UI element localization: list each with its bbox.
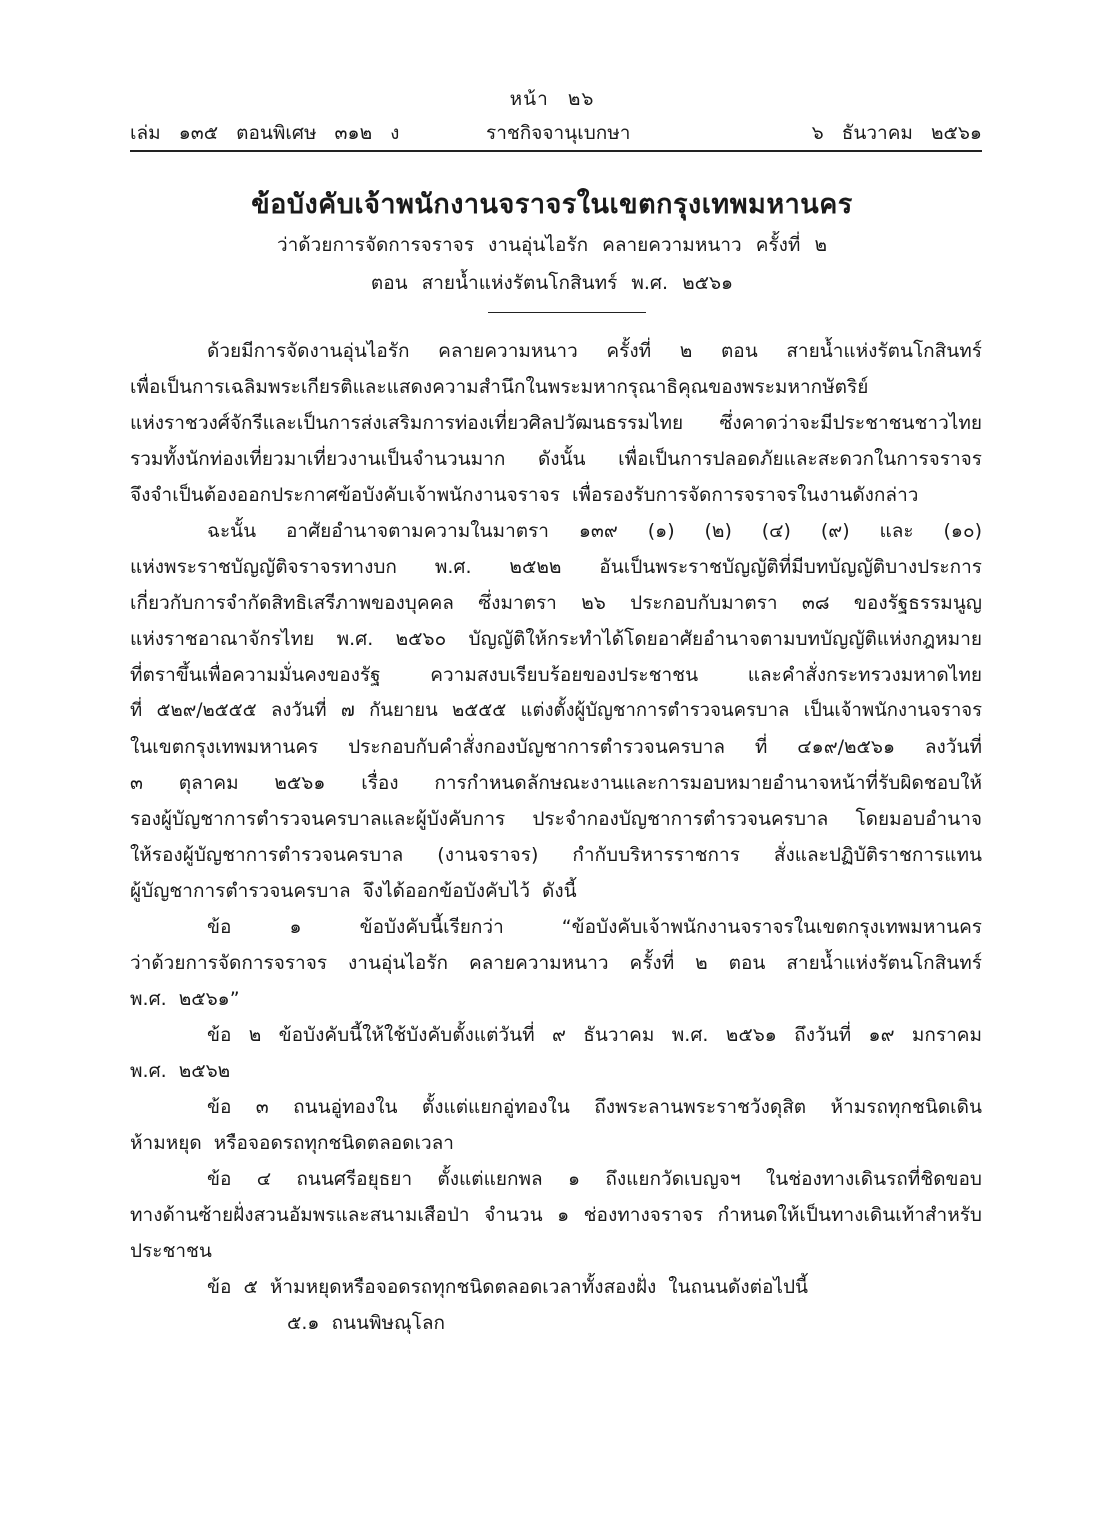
document-subtitle-line-1: ว่าด้วยการจัดการจราจร งานอุ่นไอรัก คลายความหนาว ครั้งที่ ๒ — [276, 234, 828, 256]
clause-4-line: ทางด้านซ้ายฝั่งสวนอัมพรและสนามเสือป่า จำนวน ๑ ช่องทางจราจร กำหนดให้เป็นทางเดินเท้าสำหรับ — [130, 1204, 982, 1226]
clause-3-line: ข้อ ๓ ถนนอู่ทองใน ตั้งแต่แยกอู่ทองใน ถึงพระลานพระราชวังดุสิต ห้ามรถทุกชนิดเดิน — [207, 1096, 982, 1118]
publication-date: ๖ ธันวาคม ๒๕๖๑ — [811, 122, 982, 144]
gazette-header — [130, 118, 982, 148]
body-line: รวมทั้งนักท่องเที่ยวมาเที่ยวงานเป็นจำนวนมาก ดังนั้น เพื่อเป็นการปลอดภัยและสะดวกในการจราจร — [130, 448, 982, 470]
body-line: แห่งราชวงศ์จักรีและเป็นการส่งเสริมการท่องเที่ยวศิลปวัฒนธรรมไทย ซึ่งคาดว่าจะมีประชาชนชาวไทย — [130, 412, 982, 434]
clause-1-line: ข้อ ๑ ข้อบังคับนี้เรียกว่า “ข้อบังคับเจ้าพนักงานจราจรในเขตกรุงเทพมหานคร — [207, 916, 982, 938]
gazette-name: ราชกิจจานุเบกษา — [486, 122, 631, 144]
clause-5-line: ข้อ ๕ ห้ามหยุดหรือจอดรถทุกชนิดตลอดเวลาทั้งสองฝั่ง ในถนนดังต่อไปนี้ — [207, 1276, 809, 1298]
body-line: แห่งราชอาณาจักรไทย พ.ศ. ๒๕๖๐ บัญญัติให้กระทำได้โดยอาศัยอำนาจตามบทบัญญัติแห่งกฎหมาย — [130, 628, 982, 650]
clause-2-line: ข้อ ๒ ข้อบังคับนี้ให้ใช้บังคับตั้งแต่วันที่ ๙ ธันวาคม พ.ศ. ๒๕๖๑ ถึงวันที่ ๑๙ มกราคม — [207, 1024, 982, 1046]
body-line: ในเขตกรุงเทพมหานคร ประกอบกับคำสั่งกองบัญชาการตำรวจนครบาล ที่ ๔๑๙/๒๕๖๑ ลงวันที่ — [130, 736, 982, 758]
body-line: ให้รองผู้บัญชาการตำรวจนครบาล (งานจราจร) กำกับบริหารราชการ สั่งและปฏิบัติราชการแทน — [130, 844, 982, 866]
clause-3-line: ห้ามหยุด หรือจอดรถทุกชนิดตลอดเวลา — [130, 1132, 454, 1154]
body-line: รองผู้บัญชาการตำรวจนครบาลและผู้บังคับการ ประจำกองบัญชาการตำรวจนครบาล โดยมอบอำนาจ — [130, 808, 982, 830]
body-line: เกี่ยวกับการจำกัดสิทธิเสรีภาพของบุคคล ซึ่งมาตรา ๒๖ ประกอบกับมาตรา ๓๘ ของรัฐธรรมนูญ — [130, 592, 982, 614]
document-title: ข้อบังคับเจ้าพนักงานจราจรในเขตกรุงเทพมหานคร — [251, 189, 853, 220]
title-divider — [488, 312, 646, 313]
body-line: ที่ ๕๒๙/๒๕๕๕ ลงวันที่ ๗ กันยายน ๒๕๕๕ แต่งตั้งผู้บัญชาการตำรวจนครบาล เป็นเจ้าพนักงานจราจร — [130, 700, 982, 721]
header-divider — [130, 150, 982, 152]
body-line: ฉะนั้น อาศัยอำนาจตามความในมาตรา ๑๓๙ (๑) (๒) (๔) (๙) และ (๑๐) — [207, 520, 982, 542]
volume-issue: เล่ม ๑๓๕ ตอนพิเศษ ๓๑๒ ง — [130, 122, 400, 144]
body-line: ผู้บัญชาการตำรวจนครบาล จึงได้ออกข้อบังคับไว้ ดังนี้ — [130, 880, 577, 902]
clause-1-line: พ.ศ. ๒๕๖๑” — [130, 988, 240, 1010]
page-number: หน้า ๒๖ — [509, 88, 595, 110]
clause-2-line: พ.ศ. ๒๕๖๒ — [130, 1060, 231, 1082]
document-subtitle-line-2: ตอน สายน้ำแห่งรัตนโกสินทร์ พ.ศ. ๒๕๖๑ — [370, 272, 734, 294]
body-line: แห่งพระราชบัญญัติจราจรทางบก พ.ศ. ๒๕๒๒ อันเป็นพระราชบัญญัติที่มีบทบัญญัติบางประการ — [130, 556, 982, 578]
clause-4-line: ประชาชน — [130, 1240, 212, 1262]
body-line: จึงจำเป็นต้องออกประกาศข้อบังคับเจ้าพนักงานจราจร เพื่อรองรับการจัดการจราจรในงานดังกล่าว — [130, 484, 919, 506]
body-line: เพื่อเป็นการเฉลิมพระเกียรติและแสดงความสำนึกในพระมหากรุณาธิคุณของพระมหากษัตริย์ — [130, 376, 869, 398]
clause-4-line: ข้อ ๔ ถนนศรีอยุธยา ตั้งแต่แยกพล ๑ ถึงแยกวัดเบญจฯ ในช่องทางเดินรถที่ชิดขอบ — [207, 1168, 982, 1190]
clause-1-line: ว่าด้วยการจัดการจราจร งานอุ่นไอรัก คลายความหนาว ครั้งที่ ๒ ตอน สายน้ำแห่งรัตนโกสินทร์ — [130, 952, 982, 974]
clause-5-1-line: ๕.๑ ถนนพิษณุโลก — [287, 1312, 446, 1334]
body-line: ที่ตราขึ้นเพื่อความมั่นคงของรัฐ ความสงบเรียบร้อยของประชาชน และคำสั่งกระทรวงมหาดไทย — [130, 664, 982, 686]
body-line: ด้วยมีการจัดงานอุ่นไอรัก คลายความหนาว ครั้งที่ ๒ ตอน สายน้ำแห่งรัตนโกสินทร์ — [207, 340, 982, 362]
body-line: ๓ ตุลาคม ๒๕๖๑ เรื่อง การกำหนดลักษณะงานและการมอบหมายอำนาจหน้าที่รับผิดชอบให้ — [130, 772, 982, 794]
